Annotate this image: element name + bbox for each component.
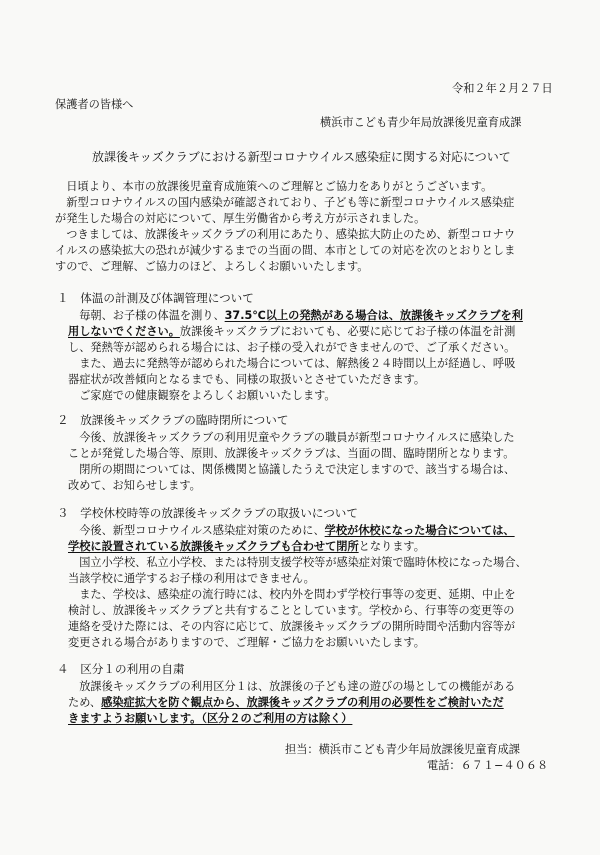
section-heading: ３ 学校休校時等の放課後キッズクラブの取扱いについて	[57, 506, 358, 520]
intro-line: が発生した場合の対応について、厚生労働省から考え方が示されました。	[55, 212, 426, 225]
section-text: 放課後キッズクラブにおいても、必要に応じてお子様の体温を計測	[179, 325, 516, 338]
intro-line: つきましては、放課後キッズクラブの利用にあたり、感染拡大防止のため、新型コロナウ	[55, 228, 516, 241]
recipient: 保護者の皆様へ	[55, 98, 134, 111]
intro-line: 日頃より、本市の放課後児童育成施策へのご理解とご協力をありがとうございます。	[55, 180, 493, 193]
intro-line: イルスの感染拡大の恐れが減少するまでの当面の間、本市としての対応を次のとおりとしま	[55, 244, 516, 257]
section-line: 器症状が改善傾向となるまでも、同様の取扱いとさせていただきます。	[68, 373, 426, 386]
contact-person: 担当：横浜市こども青少年局放課後児童育成課	[285, 743, 520, 756]
document-date: 令和２年２月２７日	[452, 82, 553, 95]
emphasis-text: 学校に設置されている放課後キッズクラブも合わせて閉所	[68, 540, 359, 553]
section-line: 国立小学校、私立小学校、または特別支援学校等が感染症対策で臨時休校になった場合、	[68, 556, 527, 569]
section-line: し、発熱等が認められる場合には、お子様の受入れができませんので、ご了承ください。	[68, 341, 516, 354]
section-heading: １ 体温の計測及び体調管理について	[57, 291, 254, 305]
section-text: 毎朝、お子様の体温を測り、	[68, 309, 225, 322]
section-line: 改めて、お知らせします。	[68, 479, 201, 492]
section-line: 当該学校に通学するお子様の利用はできません。	[68, 572, 315, 585]
emphasis-text: 37.5℃以上の発熱がある場合は、放課後キッズクラブを利	[224, 309, 523, 322]
section-heading: ４ 区分１の利用の自粛	[57, 662, 185, 676]
intro-line: すので、ご理解、ご協力のほど、よろしくお願いいたします。	[55, 260, 369, 273]
section-line: 放課後キッズクラブの利用区分１は、放課後の子ども達の遊びの場としての機能がある	[68, 680, 516, 693]
emphasis-text: 用しないでください。	[68, 325, 180, 338]
sender-department: 横浜市こども青少年局放課後児童育成課	[320, 116, 522, 129]
emphasis-text: 学校が休校になった場合については、	[324, 524, 515, 537]
section-line: 今後、放課後キッズクラブの利用児童やクラブの職員が新型コロナウイルスに感染した	[68, 431, 515, 444]
section-text: ため、	[68, 696, 102, 709]
section-text: となります。	[358, 540, 425, 553]
section-line: また、学校は、感染症の流行時には、校内外を問わず学校行事等の変更、延期、中止を	[68, 588, 516, 601]
section-text: 今後、新型コロナウイルス感染症対策のために、	[68, 524, 325, 537]
section-heading: ２ 放課後キッズクラブの臨時閉所について	[57, 413, 289, 427]
document-title: 放課後キッズクラブにおける新型コロナウイルス感染症に関する対応について	[92, 150, 511, 164]
section-line	[68, 540, 425, 554]
section-line: 検討し、放課後キッズクラブと共有することとしています。学校から、行事等の変更等の	[68, 604, 515, 617]
section-line	[68, 712, 352, 726]
emphasis-text: きますようお願いします。（区分２のご利用の方は除く）	[68, 712, 353, 725]
contact-phone: 電話：６７１−４０６８	[427, 759, 549, 772]
section-line: 閉所の期間については、関係機関と協議したうえで決定しますので、該当する場合は、	[68, 463, 516, 476]
section-line	[68, 524, 515, 538]
section-line: 連絡を受けた際には、その内容に応じて、放課後キッズクラブの開所時間や活動内容等が	[68, 620, 516, 633]
emphasis-text: 感染症拡大を防ぐ観点から、放課後キッズクラブの利用の必要性をご検討いただ	[101, 696, 504, 709]
section-line: 変更される場合がありますので、ご理解・ご協力をお願いいたします。	[68, 636, 425, 649]
section-line	[68, 696, 504, 710]
intro-line: 新型コロナウイルスの国内感染が確認されており、子ども等に新型コロナウイルス感染症	[55, 196, 515, 209]
section-line: ご家庭での健康観察をよろしくお願いいたします。	[68, 389, 336, 402]
section-line	[68, 309, 523, 323]
section-line	[68, 325, 515, 339]
section-line: また、過去に発熱等が認められた場合については、解熱後２４時間以上が経過し、呼吸	[68, 357, 516, 370]
section-line: ことが発覚した場合等、原則、放課後キッズクラブは、当面の間、臨時閉所となります。	[68, 447, 515, 460]
